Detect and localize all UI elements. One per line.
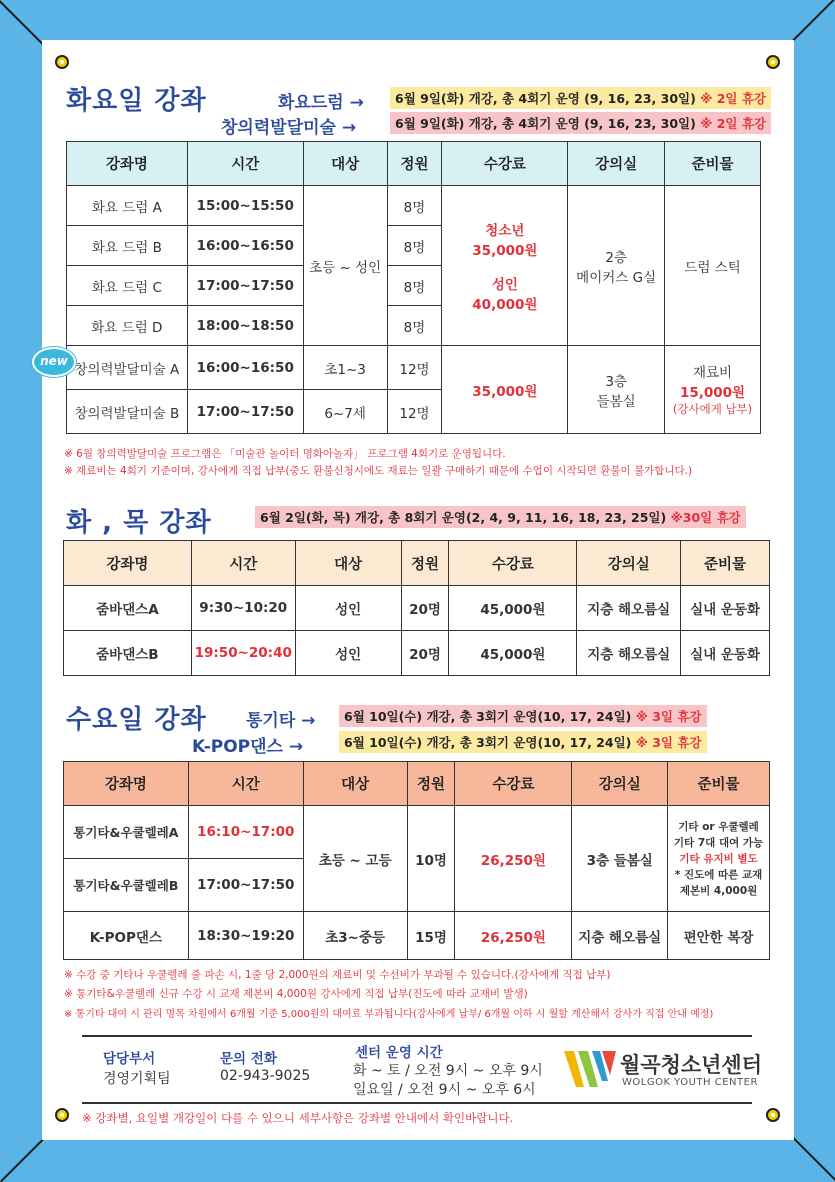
course-supply: 편안한 복장 <box>668 912 770 960</box>
course-time: 17:00~17:50 <box>188 859 303 912</box>
fee-youth-label: 청소년 <box>485 222 525 239</box>
course-name: 줌바댄스B <box>64 631 192 676</box>
course-capacity: 20명 <box>401 631 449 676</box>
pin-icon <box>766 1108 780 1122</box>
art-room-name: 들봄실 <box>596 393 636 410</box>
drum-schedule-note <box>390 87 771 109</box>
course-room: 지층 해오름실 <box>572 912 668 960</box>
guitar-supply-line: 제본비 4,000원 <box>679 884 758 897</box>
course-target: 6~7세 <box>303 390 387 434</box>
phone-label: 문의 전화 <box>220 1051 277 1067</box>
tuethu-schedule-note <box>255 506 746 528</box>
guitar-holiday: ※ 3일 휴강 <box>635 709 702 724</box>
course-capacity: 12명 <box>387 346 442 390</box>
course-time: 16:00~16:50 <box>187 346 303 390</box>
course-time: 17:00~17:50 <box>187 266 303 306</box>
tuesday-title: 화요일 강좌 <box>66 86 207 116</box>
course-name: 화요 드럼 D <box>67 306 188 346</box>
fee-adult: 40,000원 <box>472 296 538 313</box>
guitar-supply-cell <box>668 806 770 912</box>
logo-english: WOLGOK YOUTH CENTER <box>622 1077 758 1088</box>
table-header-row <box>67 142 761 186</box>
table-header-row <box>64 762 770 806</box>
course-target: 성인 <box>295 631 401 676</box>
course-time: 17:00~17:50 <box>187 390 303 434</box>
course-name: 화요 드럼 A <box>67 186 188 226</box>
guitar-supply-line: 기타 or 우쿨렐레 <box>678 820 759 833</box>
art-supply-fee: 15,000원 <box>679 385 746 401</box>
table-row <box>64 631 770 676</box>
guitar-supply-line: 기타 7대 대여 가능 <box>673 836 764 849</box>
art-supply-label: 재료비 <box>692 365 733 381</box>
tuethu-schedule-text: 6월 2일(화, 목) 개강, 총 8회기 운영(2, 4, 9, 11, 16, 18, 23, 25일) <box>260 510 667 525</box>
course-capacity: 8명 <box>387 226 442 266</box>
course-time: 18:00~18:50 <box>187 306 303 346</box>
dept-value: 경영기획팀 <box>103 1071 171 1087</box>
fee-adult-label: 성인 <box>491 276 518 293</box>
header-cell: 시간 <box>188 762 303 806</box>
table-row <box>67 346 761 390</box>
header-cell: 대상 <box>303 762 407 806</box>
pin-icon <box>55 1108 69 1122</box>
course-capacity: 15명 <box>407 912 455 960</box>
header-cell: 강좌명 <box>64 541 192 586</box>
hours-label: 센터 운영 시간 <box>355 1045 443 1061</box>
tuesday-table <box>66 141 761 434</box>
course-time: 9:30~10:20 <box>191 586 295 631</box>
course-room: 지층 해오름실 <box>577 631 681 676</box>
course-time: 15:00~15:50 <box>187 186 303 226</box>
fee-youth: 35,000원 <box>472 242 538 259</box>
footer-divider <box>82 1102 752 1104</box>
logo-name: 월곡청소년센터 <box>620 1053 763 1077</box>
table-row <box>64 586 770 631</box>
drum-room-cell <box>568 186 665 346</box>
course-room: 지층 해오름실 <box>577 586 681 631</box>
center-logo-icon <box>562 1047 618 1091</box>
header-cell: 정원 <box>407 762 455 806</box>
header-cell: 정원 <box>401 541 449 586</box>
table-header-row <box>64 541 770 586</box>
course-target: 성인 <box>295 586 401 631</box>
table-row <box>64 806 770 859</box>
course-name: 화요 드럼 C <box>67 266 188 306</box>
guitar-schedule-note <box>339 705 707 727</box>
header-cell: 대상 <box>303 142 387 186</box>
phone-value: 02-943-9025 <box>220 1068 311 1084</box>
wednesday-note: ※ 통기타&우쿨렐레 신규 수강 시 교재 제본비 4,000원 강사에게 직접 납부(진도에 따라 교재비 발생) <box>64 988 528 1000</box>
tuesday-note: ※ 재료비는 4회기 기준이며, 강사에게 직접 납부(중도 환불신청시에도 재료는 일괄 구매하기 때문에 수업이 시작되면 환불이 불가합니다.) <box>64 465 693 477</box>
header-cell: 시간 <box>191 541 295 586</box>
art-room-cell <box>568 346 665 434</box>
course-name: 창의력발달미술 B <box>67 390 188 434</box>
header-cell: 수강료 <box>455 762 572 806</box>
course-name: 줌바댄스A <box>64 586 192 631</box>
course-name: K-POP댄스 <box>64 912 189 960</box>
course-name: 통기타&우쿨렐레B <box>64 859 189 912</box>
header-cell: 강의실 <box>568 142 665 186</box>
wednesday-title: 수요일 강좌 <box>66 705 207 735</box>
drum-supply: 드럼 스틱 <box>665 186 761 346</box>
art-schedule-text: 6월 9일(화) 개강, 총 4회기 운영 (9, 16, 23, 30일) <box>395 116 696 131</box>
guitar-room: 3층 들봄실 <box>572 806 668 912</box>
kpop-label: K-POP댄스 → <box>192 737 304 757</box>
guitar-target: 초등 ~ 고등 <box>303 806 407 912</box>
hours-weekday: 화 ~ 토 / 오전 9시 ~ 오후 9시 <box>353 1063 543 1079</box>
course-fee: 45,000원 <box>449 631 577 676</box>
header-cell: 수강료 <box>442 142 568 186</box>
course-time: 16:00~16:50 <box>187 226 303 266</box>
course-time: 18:30~19:20 <box>188 912 303 960</box>
kpop-schedule-note <box>339 731 707 753</box>
pin-icon <box>766 55 780 69</box>
header-cell: 시간 <box>187 142 303 186</box>
course-fee: 45,000원 <box>449 586 577 631</box>
course-capacity: 20명 <box>401 586 449 631</box>
course-target: 초1~3 <box>303 346 387 390</box>
course-supply: 실내 운동화 <box>681 631 770 676</box>
table-row <box>67 186 761 226</box>
kpop-holiday: ※ 3일 휴강 <box>635 735 702 750</box>
drum-fee-cell <box>442 186 568 346</box>
drum-label: 화요드럼 → <box>278 93 364 113</box>
art-room-floor: 3층 <box>605 373 627 390</box>
drum-target: 초등 ~ 성인 <box>303 186 387 346</box>
course-time: 16:10~17:00 <box>188 806 303 859</box>
dept-label: 담당부서 <box>103 1051 156 1067</box>
header-cell: 강의실 <box>577 541 681 586</box>
course-capacity: 8명 <box>387 186 442 226</box>
hours-sunday: 일요일 / 오전 9시 ~ 오후 6시 <box>353 1082 536 1098</box>
header-cell: 준비물 <box>668 762 770 806</box>
drum-schedule-text: 6월 9일(화) 개강, 총 4회기 운영 (9, 16, 23, 30일) <box>395 91 696 106</box>
header-cell: 준비물 <box>665 142 761 186</box>
course-name: 통기타&우쿨렐레A <box>64 806 189 859</box>
kpop-schedule-text: 6월 10일(수) 개강, 총 3회기 운영(10, 17, 24일) <box>344 735 632 750</box>
course-capacity: 8명 <box>387 306 442 346</box>
course-target: 초3~중등 <box>303 912 407 960</box>
art-label: 창의력발달미술 → <box>221 118 357 138</box>
tuethu-table <box>63 540 770 676</box>
drum-room-name: 메이커스 G실 <box>576 269 657 286</box>
header-cell: 수강료 <box>449 541 577 586</box>
art-fee: 35,000원 <box>442 346 568 434</box>
course-fee: 26,250원 <box>455 912 572 960</box>
guitar-supply-line: * 진도에 따른 교재 <box>674 868 763 881</box>
tuethu-title: 화 , 목 강좌 <box>66 508 212 538</box>
header-cell: 강의실 <box>572 762 668 806</box>
header-cell: 대상 <box>295 541 401 586</box>
tuesday-note: ※ 6월 창의력발달미술 프로그램은 「미술관 놀이터 명화아놀자」 프로그램 4회기로 운영됩니다. <box>64 448 506 460</box>
art-supply-note: (강사에게 납부) <box>672 402 753 416</box>
drum-room-floor: 2층 <box>605 249 627 266</box>
art-supply-cell <box>665 346 761 434</box>
header-cell: 준비물 <box>681 541 770 586</box>
course-supply: 실내 운동화 <box>681 586 770 631</box>
pin-icon <box>55 55 69 69</box>
header-cell: 정원 <box>387 142 442 186</box>
guitar-supply-line: 기타 유지비 별도 <box>679 852 758 865</box>
guitar-fee: 26,250원 <box>455 806 572 912</box>
guitar-label: 통기타 → <box>246 711 316 731</box>
tuethu-holiday: ※30일 휴강 <box>670 510 741 525</box>
wednesday-table <box>63 761 770 960</box>
course-capacity: 12명 <box>387 390 442 434</box>
wednesday-note: ※ 수강 중 기타나 우쿨렐레 줄 파손 시, 1줄 당 2,000원의 재료비 및 수선비가 부과될 수 있습니다.(강사에게 직접 납부) <box>64 969 611 981</box>
footer-divider <box>82 1035 752 1037</box>
course-name: 화요 드럼 B <box>67 226 188 266</box>
header-cell: 강좌명 <box>67 142 188 186</box>
course-time: 19:50~20:40 <box>191 631 295 676</box>
wednesday-note: ※ 통기타 대여 시 관리 명목 차원에서 6개월 기준 5,000원의 대여료 부과됩니다(강사에게 납부/ 6개월 이하 시 월할 계산해서 강사가 직접 안내 예정) <box>64 1009 714 1020</box>
art-schedule-note <box>390 112 771 134</box>
art-holiday: ※ 2일 휴강 <box>700 116 766 131</box>
table-row <box>64 912 770 960</box>
header-cell: 강좌명 <box>64 762 189 806</box>
new-badge: new <box>32 347 76 377</box>
course-name: 창의력발달미술 A <box>67 346 188 390</box>
bottom-note: ※ 강좌별, 요일별 개강일이 다를 수 있으니 세부사항은 강좌별 안내에서 확인바랍니다. <box>82 1111 514 1125</box>
guitar-schedule-text: 6월 10일(수) 개강, 총 3회기 운영(10, 17, 24일) <box>344 709 632 724</box>
course-capacity: 8명 <box>387 266 442 306</box>
guitar-capacity: 10명 <box>407 806 455 912</box>
drum-holiday: ※ 2일 휴강 <box>700 91 766 106</box>
